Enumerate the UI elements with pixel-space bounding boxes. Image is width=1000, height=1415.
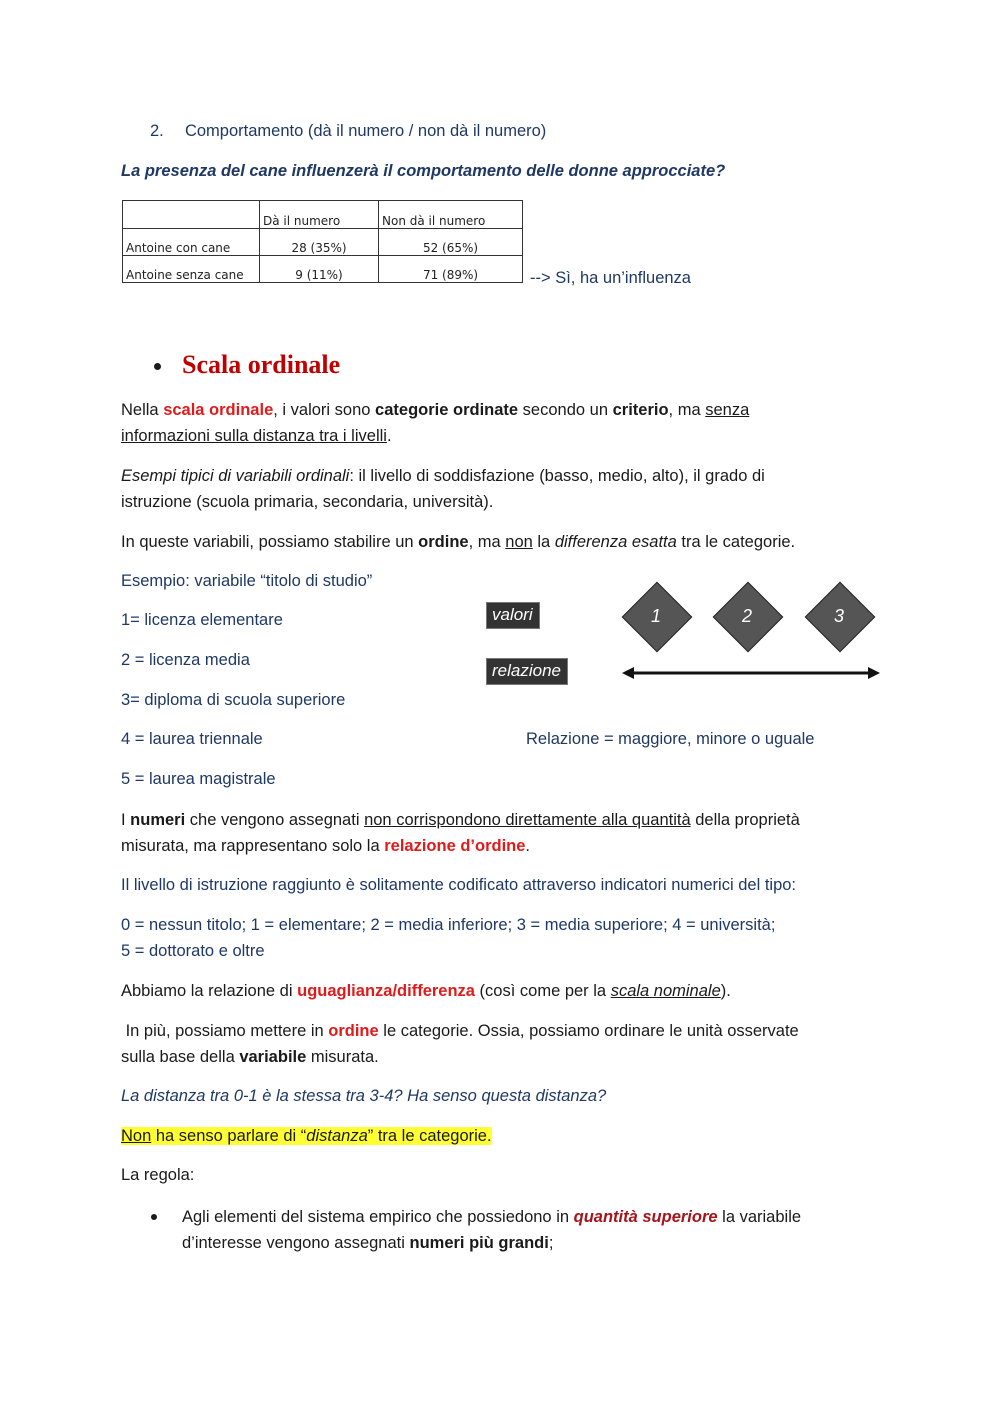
table-header-row [123, 201, 523, 229]
table-cell: Antoine senza cane [123, 256, 260, 283]
example-title: Esempio: variabile “titolo di studio” [121, 572, 373, 590]
relazione-tag: relazione [487, 659, 567, 684]
bullet-icon [151, 1214, 157, 1220]
paragraph-definition: Nella scala ordinale, i valori sono categorie ordinate secondo un criterio, ma senza informazioni sulla distanza tra i livelli. [121, 401, 750, 445]
highlighted-statement: Non ha senso parlare di “distanza” tra le categorie. [121, 1127, 492, 1145]
paragraph-equality: Abbiamo la relazione di uguaglianza/differenza (così come per la scala nominale). [121, 982, 731, 1000]
table-cell: 28 (35%) [260, 229, 379, 256]
table-cell: Antoine con cane [123, 229, 260, 256]
list-item-text: Comportamento (dà il numero / non dà il numero) [184, 122, 547, 140]
results-table [122, 200, 523, 283]
paragraph-codes: 0 = nessun titolo; 1 = elementare; 2 = media inferiore; 3 = media superiore; 4 = università; 5 = dottorato e oltre [121, 916, 776, 960]
example-item: 1= licenza elementare [121, 611, 283, 629]
example-item: 3= diploma di scuola superiore [121, 691, 346, 709]
table-row [123, 256, 523, 283]
diamond-label: 1 [650, 606, 661, 626]
table-cell: 9 (11%) [260, 256, 379, 283]
table-row [123, 229, 523, 256]
double-arrow-icon [620, 664, 882, 682]
paragraph-numbers: I numeri che vengono assegnati non corrispondono direttamente alla quantità della proprietà misurata, ma rappresentano solo la relazione d’ordine. [121, 811, 800, 855]
example-item: 5 = laurea magistrale [121, 770, 276, 788]
relation-caption: Relazione = maggiore, minore o uguale [526, 730, 815, 748]
table-cell: 71 (89%) [379, 256, 523, 283]
list-number: 2. [150, 122, 164, 140]
diamond-label: 2 [741, 606, 752, 626]
conclusion: --> Sì, ha un’influenza [530, 269, 691, 287]
question: La presenza del cane influenzerà il comportamento delle donne approcciate? [121, 162, 726, 180]
rule-bullet-text: Agli elementi del sistema empirico che possiedono in quantità superiore la variabile d’interesse vengono assegnati numeri più grandi; [182, 1208, 802, 1252]
diamond-label: 3 [833, 606, 844, 626]
rule-heading: La regola: [121, 1166, 195, 1184]
paragraph-coding: Il livello di istruzione raggiunto è solitamente codificato attraverso indicatori numerici del tipo: [121, 876, 797, 894]
paragraph-order: In queste variabili, possiamo stabilire un ordine, ma non la differenza esatta tra le categorie. [121, 533, 796, 551]
section-title: Scala ordinale [182, 350, 341, 379]
table-header-cell [123, 201, 260, 229]
paragraph-question-distance: La distanza tra 0-1 è la stessa tra 3-4? Ha senso questa distanza? [121, 1087, 607, 1105]
table-header-cell: Dà il numero [260, 201, 379, 229]
valori-tag: valori [487, 603, 539, 628]
bullet-icon [154, 363, 161, 370]
table-cell: 52 (65%) [379, 229, 523, 256]
paragraph-ordering: In più, possiamo mettere in ordine le categorie. Ossia, possiamo ordinare le unità osservate sulla base della variabile misurata. [121, 1022, 799, 1066]
example-item: 2 = licenza media [121, 651, 250, 669]
list-item-2 [150, 122, 546, 141]
example-item: 4 = laurea triennale [121, 730, 263, 748]
table-header-cell: Non dà il numero [379, 201, 523, 229]
paragraph-examples: Esempi tipici di variabili ordinali: il livello di soddisfazione (basso, medio, alto), il grado di istruzione (scuola primaria, secondaria, università). [121, 467, 765, 511]
